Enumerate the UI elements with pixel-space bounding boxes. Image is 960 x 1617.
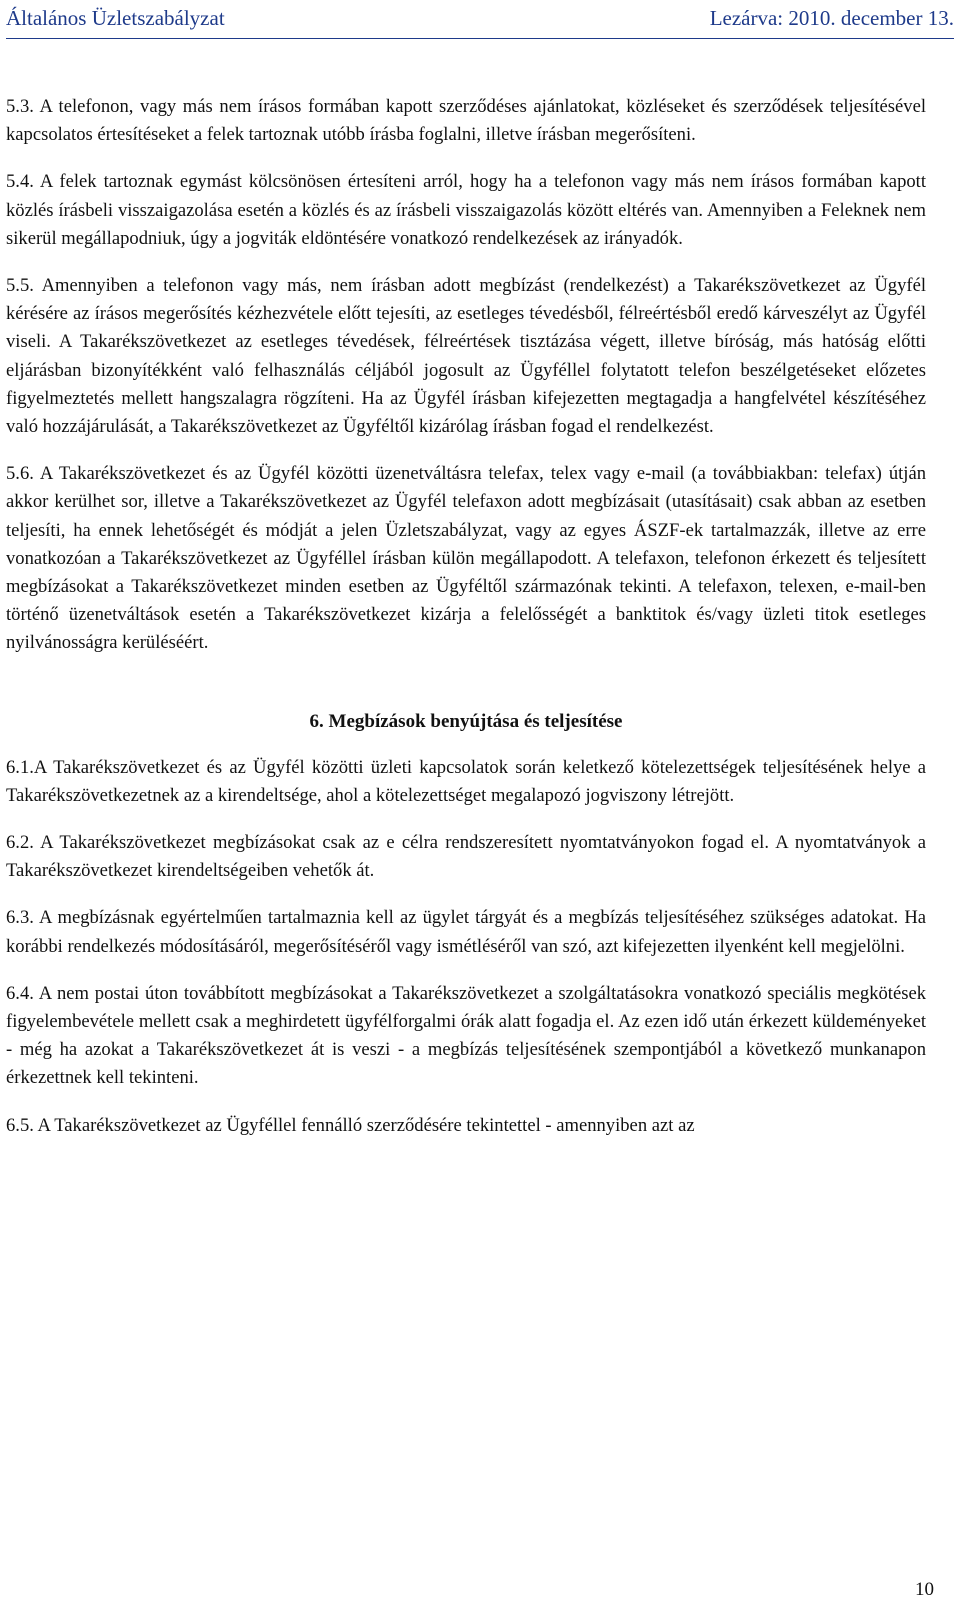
- paragraph-5-3: 5.3. A telefonon, vagy más nem írásos formában kapott szerződéses ajánlatokat, közléseket és szerződések teljesítésével kapcsolatos értesítéseket a felek tartoznak utóbb írásba foglalni, illetve írásban megerősíteni.: [6, 96, 926, 146]
- page-number: 10: [915, 1579, 934, 1600]
- paragraph-6-3: 6.3. A megbízásnak egyértelműen tartalmaznia kell az ügylet tárgyát és a megbízás teljesítéséhez szükséges adatokat. Ha korábbi rendelkezés módosításáról, megerősítéséről vagy ismétléséről van szó, azt kifejezetten ilyenként kell megjelölni.: [6, 907, 926, 957]
- paragraph-5-4: 5.4. A felek tartoznak egymást kölcsönösen értesíteni arról, hogy ha a telefonon vagy más nem írásos formában kapott közlés írásbeli visszaigazolása esetén a közlés és az írásbeli visszaigazolás között eltérés van. Amennyiben a Feleknek nem sikerül megállapodniuk, úgy a jogviták eldöntésére vonatkozó rendelkezések az irányadók.: [6, 171, 926, 249]
- header-closing-date: Lezárva: 2010. december 13.: [709, 6, 954, 30]
- paragraph-6-1: 6.1.A Takarékszövetkezet és az Ügyfél közötti üzleti kapcsolatok során keletkező kötelezettségek teljesítésének helye a Takarékszövetkezetnek az a kirendeltsége, ahol a kötelezettséget megalapozó jogviszony létrejött.: [6, 756, 926, 806]
- paragraph-5-6: 5.6. A Takarékszövetkezet és az Ügyfél közötti üzenetváltásra telefax, telex vagy e-mail (a továbbiakban: telefax) útján akkor kerülhet sor, illetve a Takarékszövetkezet az Ügyfél telefaxon adott megbízásait (utasításait) csak abban az esetben teljesíti, ha ennek lehetőségét és módját a jelen Üzletszabályzat, vagy az egyes ÁSZF-ek tartalmazzák, illetve az erre vonatkozóan a Takarékszövetkezet az Ügyféllel írásban külön megállapodott. A telefaxon, telefonon érkezett és teljesített megbízásokat a Takarékszövetkezet minden esetben az Ügyféltől származónak tekinti. A telefaxon, telexen, e-mail-ben történő üzenetváltások esetén a Takarékszövetkezet kizárja a felelősségét a banktitok és/vagy üzleti titok esetleges nyilvánosságra kerüléséért.: [6, 463, 926, 654]
- page-header: [6, 4, 954, 39]
- paragraph-5-5: 5.5. Amennyiben a telefonon vagy más, nem írásban adott megbízást (rendelkezést) a Takarékszövetkezet az Ügyfél kérésére az írásos megerősítés kézhezvétele előtt tejesíti, az esetleges tévedésből, félreértésből eredő kárveszélyt az Ügyfél viseli. A Takarékszövetkezet az esetleges tévedések, félreértések tisztázása végett, illetve bíróság, más hatóság előtti eljárásban bizonyítékként való felhasználás céljából jogosult az Ügyféllel folytatott telefon beszélgetéseket előzetes figyelmeztetés mellett hangszalagra rögzíteni. Ha az Ügyfél írásban kifejezetten megtagadja a hangfelvétel készítéséhez való hozzájárulását, a Takarékszövetkezet az Ügyféltől kizárólag írásban fogad el rendelkezést.: [6, 275, 926, 438]
- document-body: [6, 93, 926, 1159]
- header-document-title: Általános Üzletszabályzat: [6, 6, 225, 30]
- section-heading: 6. Megbízások benyújtása és teljesítése: [309, 710, 623, 732]
- paragraph-6-4: 6.4. A nem postai úton továbbított megbízásokat a Takarékszövetkezet a szolgáltatásokra vonatkozó speciális megkötések figyelembevétele mellett csak a meghirdetett ügyfélforgalmi órák alatt fogadja el. Az ezen idő után érkezett küldeményeket - még ha azokat a Takarékszövetkezet át is veszi - a megbízás teljesítésének szempontjából a következő munkanapon érkezettnek kell tekinteni.: [6, 982, 926, 1089]
- paragraph-6-5: 6.5. A Takarékszövetkezet az Ügyféllel fennálló szerződésére tekintettel - amennyiben azt az: [6, 1114, 695, 1136]
- paragraph-6-2: 6.2. A Takarékszövetkezet megbízásokat csak az e célra rendszeresített nyomtatványokon fogad el. A nyomtatványok a Takarékszövetkezet kirendeltségeiben vehetők át.: [6, 832, 926, 882]
